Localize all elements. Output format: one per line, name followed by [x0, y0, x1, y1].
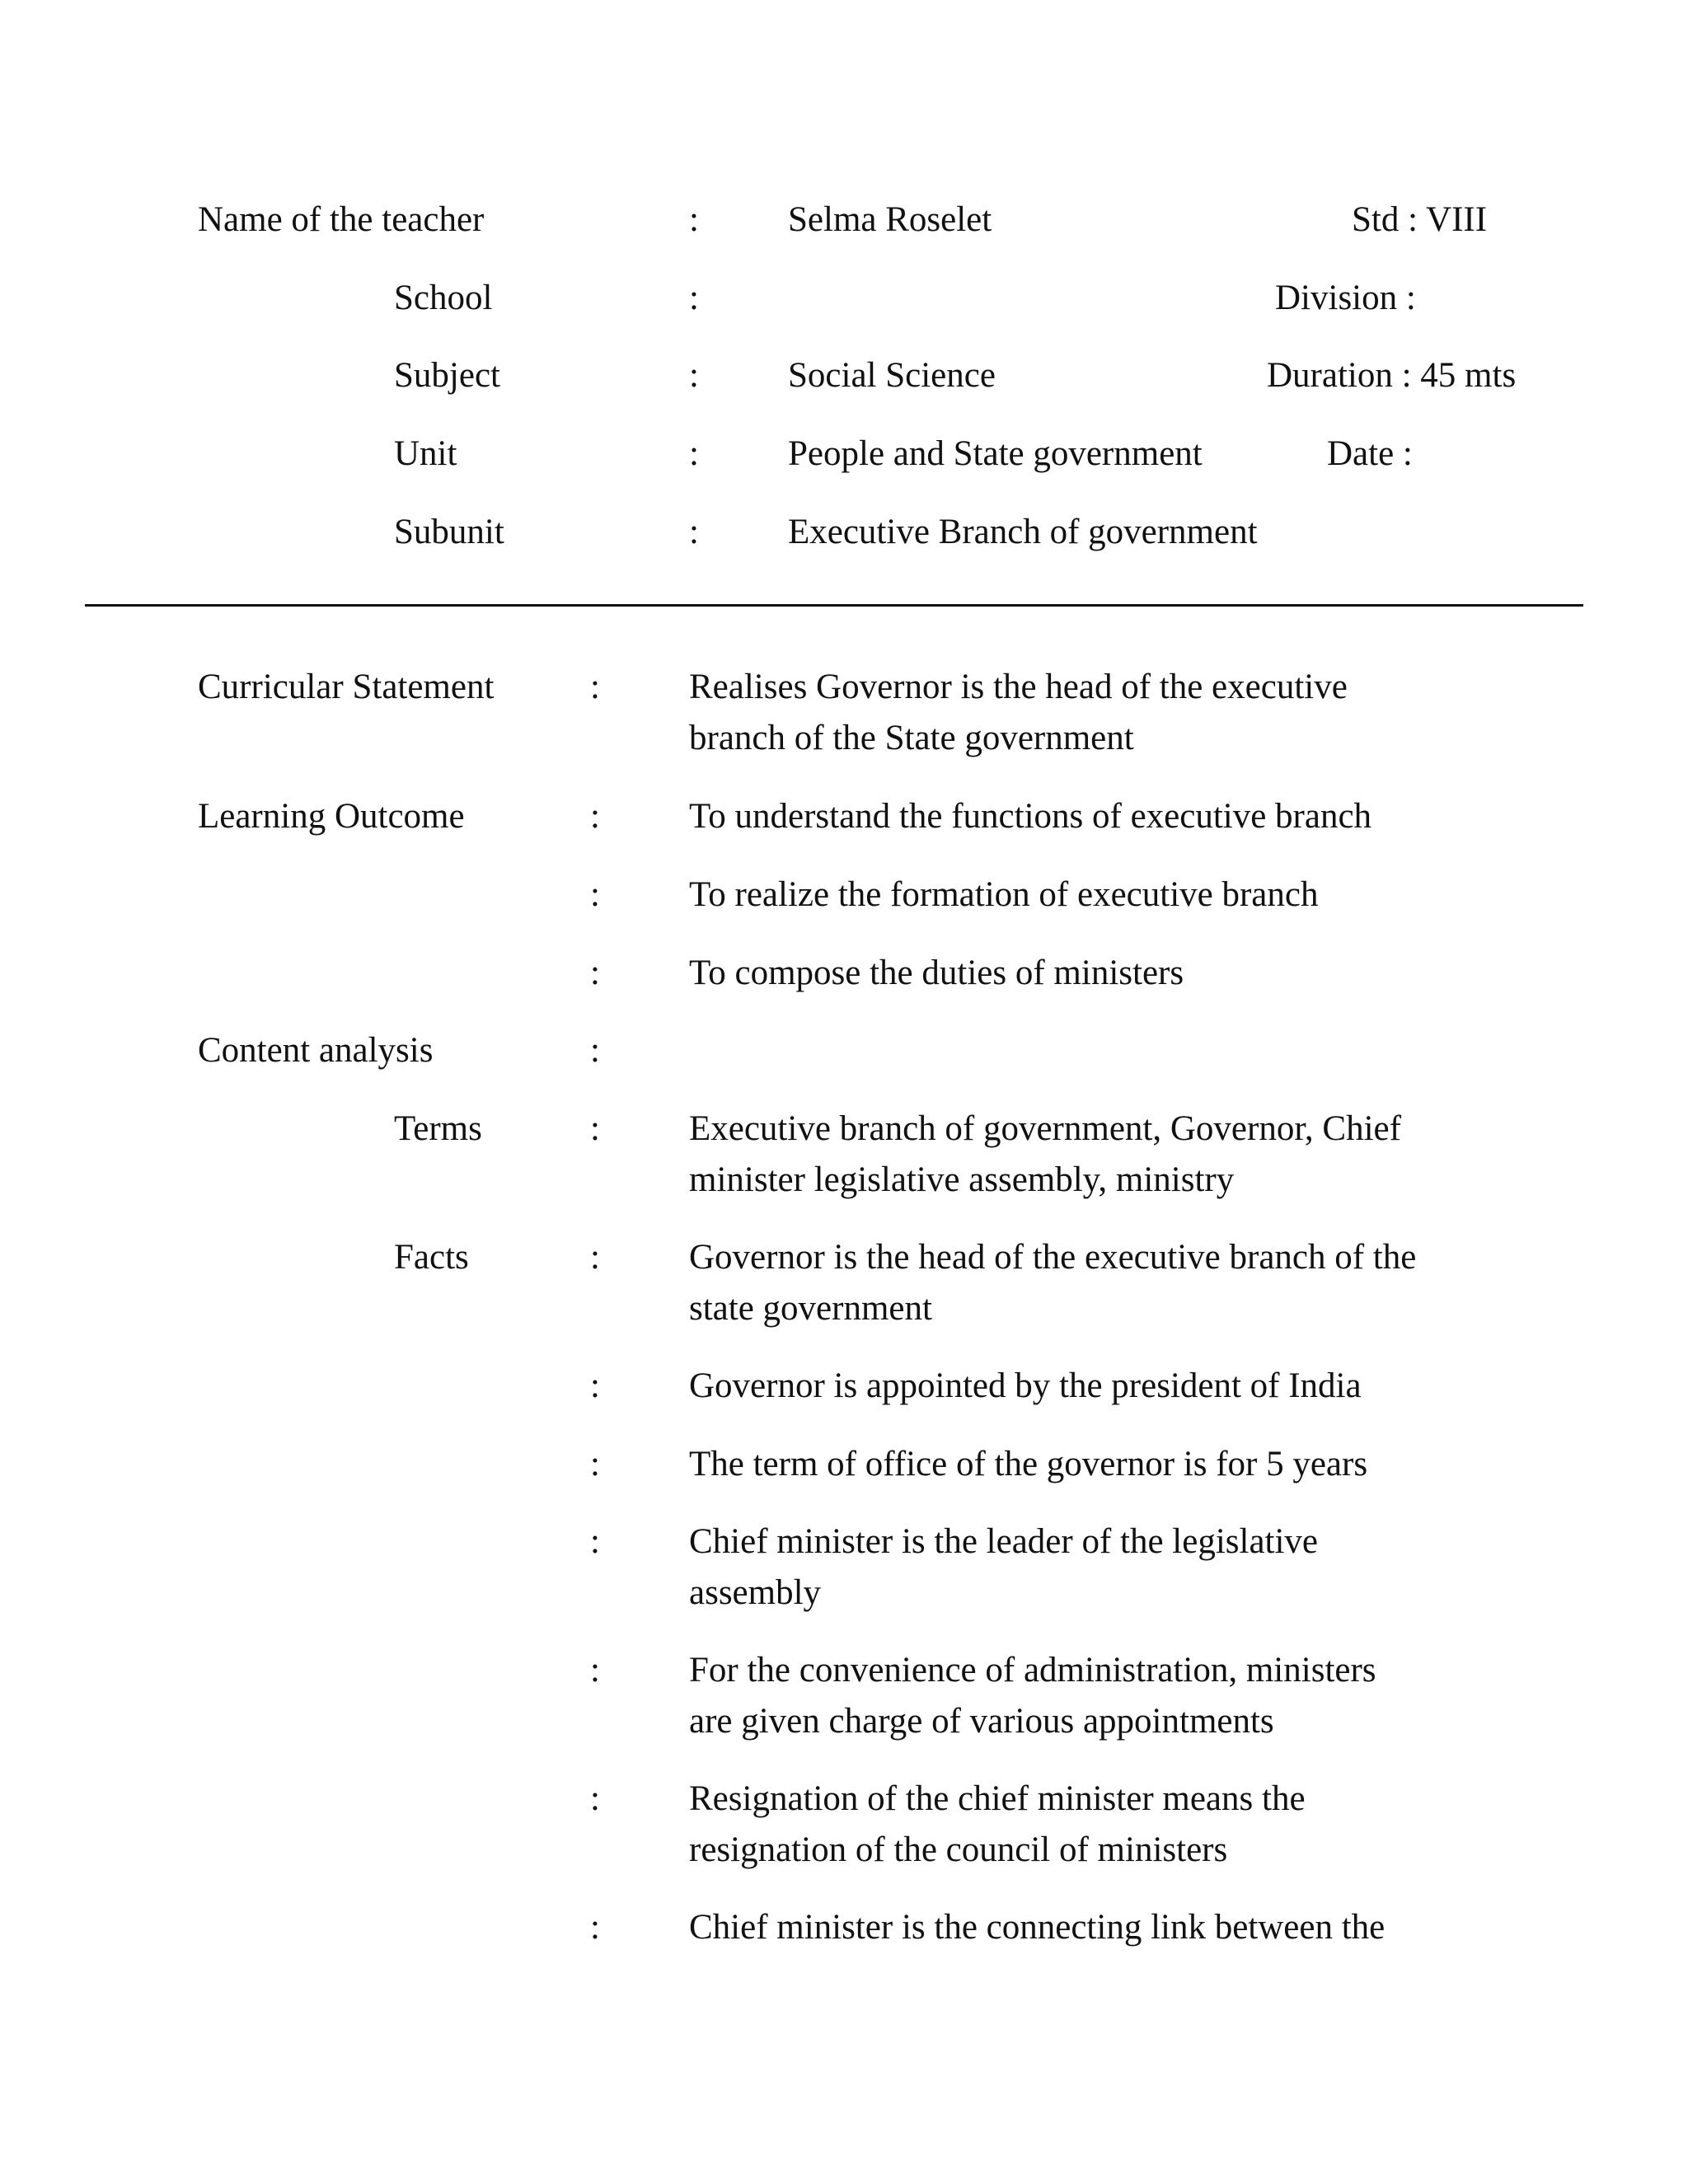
content-label: Content analysis — [198, 1031, 434, 1070]
fact-item: Chief minister is the leader of the legislative assembly — [689, 1522, 1319, 1612]
colon: : — [590, 875, 600, 914]
terms-label: Terms — [394, 1109, 482, 1148]
curricular-label: Curricular Statement — [198, 668, 495, 706]
fact-item: Chief minister is the connecting link between the — [689, 1908, 1386, 1947]
subunit-label: Subunit — [394, 513, 504, 551]
header-colon: : — [689, 434, 699, 473]
fact-item: Governor is appointed by the president of India — [689, 1366, 1362, 1405]
learning-item: To compose the duties of ministers — [689, 954, 1184, 992]
fact-item: For the convenience of administration, ministers are given charge of various appointments — [689, 1651, 1376, 1741]
teacher-label: Name of the teacher — [198, 200, 485, 239]
colon: : — [590, 1031, 600, 1070]
subject-label: Subject — [394, 356, 500, 395]
header-colon: : — [689, 200, 699, 239]
learning-item: To realize the formation of executive branch — [689, 875, 1319, 914]
learning-label: Learning Outcome — [198, 797, 465, 836]
colon: : — [590, 1651, 600, 1690]
teacher-value: Selma Roselet — [788, 200, 992, 239]
date-field: Date : — [1327, 434, 1413, 473]
unit-label: Unit — [394, 434, 457, 473]
subject-value: Social Science — [788, 356, 996, 395]
curricular-text: Realises Governor is the head of the executive branch of the State government — [689, 668, 1348, 757]
facts-label: Facts — [394, 1238, 469, 1277]
division-field: Division : — [1275, 279, 1416, 317]
colon: : — [590, 1445, 600, 1483]
colon: : — [590, 1779, 600, 1818]
std-field: Std : VIII — [1352, 200, 1488, 239]
header-colon: : — [689, 356, 699, 395]
header-colon: : — [689, 513, 699, 551]
colon: : — [590, 1522, 600, 1561]
school-label: School — [394, 279, 493, 317]
colon: : — [590, 1238, 600, 1277]
fact-item: Governor is the head of the executive branch of the state government — [689, 1238, 1417, 1328]
unit-value: People and State government — [788, 434, 1203, 473]
learning-item: To understand the functions of executive branch — [689, 797, 1372, 836]
subunit-value: Executive Branch of government — [788, 513, 1258, 551]
colon: : — [590, 1109, 600, 1148]
colon: : — [590, 1366, 600, 1405]
header-colon: : — [689, 279, 699, 317]
fact-item: Resignation of the chief minister means the resignation of the council of ministers — [689, 1779, 1306, 1869]
terms-text: Executive branch of government, Governor, Chief minister legislative assembly, ministry — [689, 1109, 1401, 1199]
duration-field: Duration : 45 mts — [1267, 356, 1517, 395]
colon: : — [590, 668, 600, 706]
colon: : — [590, 1908, 600, 1947]
colon: : — [590, 797, 600, 836]
header-divider — [85, 604, 1583, 607]
fact-item: The term of office of the governor is for 5 years — [689, 1445, 1368, 1483]
colon: : — [590, 954, 600, 992]
